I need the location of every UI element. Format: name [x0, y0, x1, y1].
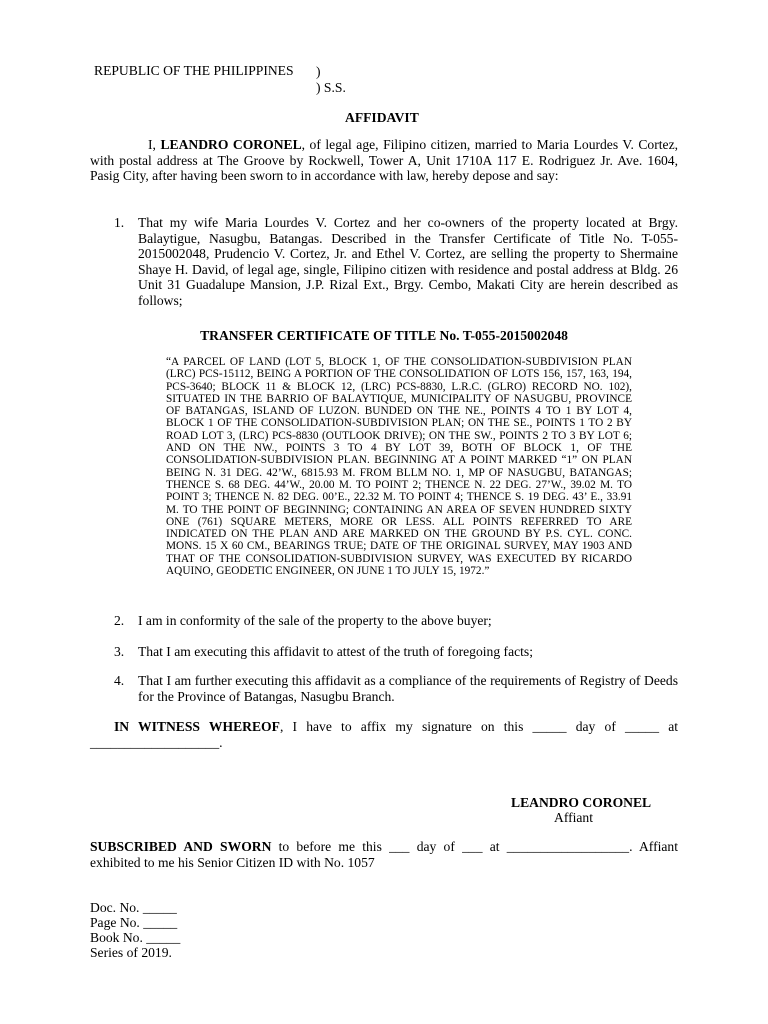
- list-item: [114, 644, 678, 660]
- item-number: 4.: [114, 673, 125, 688]
- header-paren: ): [316, 64, 321, 79]
- page-no: Page No. _____: [90, 915, 178, 930]
- doc-no: Doc. No. _____: [90, 900, 177, 915]
- list-item: [114, 673, 678, 704]
- affiant-name: LEANDRO CORONEL: [160, 137, 302, 152]
- item-text: That I am executing this affidavit to attest of the truth of foregoing facts;: [138, 644, 533, 659]
- jurat-bold: SUBSCRIBED AND SWORN: [90, 839, 272, 854]
- book-no: Book No. _____: [90, 930, 181, 945]
- intro-paragraph: [90, 137, 678, 184]
- item-text: I am in conformity of the sale of the property to the above buyer;: [138, 613, 492, 628]
- signatory-role: Affiant: [554, 810, 594, 825]
- item-number: 1.: [114, 215, 125, 230]
- series-year: Series of 2019.: [90, 945, 172, 960]
- signatory-name: LEANDRO CORONEL: [511, 795, 652, 810]
- intro-pre: I,: [148, 137, 161, 152]
- document-title: AFFIDAVIT: [345, 110, 419, 125]
- list-item: [114, 215, 678, 309]
- item-number: 3.: [114, 644, 125, 659]
- header-ss: ) S.S.: [316, 80, 346, 95]
- intro-text: , of legal age, Filipino citizen, married to Maria Lourdes V. Cortez, with postal address at The Groove by Rockwell, Tower A, Unit 1710A 117 E. Rodriguez Jr. Ave. 1604, Pasig City, after having been sworn to in accordance with law, hereby depose and say:: [90, 137, 678, 184]
- witness-blank: ___________________.: [90, 735, 223, 750]
- item-text: That my wife Maria Lourdes V. Cortez and her co-owners of the property located at Brgy. Balaytigue, Nasugbu, Batangas. Described in the Transfer Certificate of Title No. T-055-2015002048, Prudencio V. Cortez, Jr. and Ethel V. Cortez, are selling the property to Shermaine Shaye H. David, of legal age, single, Filipino citizen with residence and postal address at Bldg. 26 Unit 31 Guadalupe Mansion, J.P. Rizal Ext., Brgy. Cembo, Makati City are herein described as follows;: [138, 215, 678, 308]
- header-country: REPUBLIC OF THE PHILIPPINES: [94, 63, 294, 78]
- item-text: That I am further executing this affidavit as a compliance of the requirements of Registry of Deeds for the Province of Batangas, Nasugbu Branch.: [138, 673, 678, 704]
- witness-bold: IN WITNESS WHEREOF: [114, 719, 280, 734]
- list-item: [114, 613, 678, 629]
- jurat-paragraph: [90, 839, 678, 870]
- tct-description: “A PARCEL OF LAND (LOT 5, BLOCK 1, OF THE CONSOLIDATION-SUBDIVISION PLAN (LRC) PCS-15112, BEING A PORTION OF THE CONSOLIDATION OF LOTS 156, 157, 163, 194, PCS-3640; BLOCK 11 & BLOCK 12, (LRC) PCS-8830, L.R.C. (GLRO) RECORD NO. 102), SITUATED IN THE BARRIO OF BALAYTIQUE, MUNICIPALITY OF NASUGBU, PROVINCE OF BATANGAS, ISLAND OF LUZON. BUNDED ON THE NE., POINTS 4 TO 1 BY LOT 4, BLOCK 1 OF THE CONSOLIDATION-SUBDIVISION PLAN; ON THE SE., POINTS 1 TO 2 BY ROAD LOT 3, (LRC) PCS-8830 (OUTLOOK DRIVE); ON THE SW., POINTS 2 TO 3 BY LOT 6; AND ON THE NW., POINTS 3 TO 4 BY LOT 39, BOTH OF BLOCK 1, OF THE CONSOLIDATION-SUBDIVISION PLAN. BEGINNING AT A POINT MARKED “1” ON PLAN BEING N. 31 DEG. 42’W., 6815.93 M. FROM BLLM NO. 1, MP OF NASUGBU, BATANGAS; THENCE S. 68 DEG. 44’W., 20.00 M. TO POINT 2; THENCE N. 22 DEG. 27’W., 39.02 M. TO POINT 3; THENCE N. 82 DEG. 00’E., 22.32 M. TO POINT 4; THENCE S. 19 DEG. 43’ E., 33.91 M. TO THE POINT OF BEGINNING; CONTAINING AN AREA OF SEVEN HUNDRED SIXTY ONE (761) SQUARE METERS, MORE OR LESS. ALL POINTS REFERRED TO ARE INDICATED ON THE PLAN AND ARE MARKED ON THE GROUND BY P.S. CYL. CONC. MONS. 15 X 60 CM., BEARINGS TRUE; DATE OF THE ORIGINAL SURVEY, MAY 1903 AND THAT OF THE CONSOLIDATION-SUBDIVISION SURVEY, WAS EXECUTED BY RICARDO AQUINO, GEODETIC ENGINEER, ON JUNE 1 TO JULY 15, 1972.”: [166, 356, 632, 578]
- jurat-text: to before me this ___ day of ___ at __________________. Affiant exhibited to me his Senior Citizen ID with No. 1057: [90, 839, 678, 870]
- tct-heading: TRANSFER CERTIFICATE OF TITLE No. T-055-2015002048: [200, 328, 568, 343]
- item-number: 2.: [114, 613, 125, 628]
- witness-line: [90, 719, 678, 735]
- witness-text: , I have to affix my signature on this _____ day of _____ at: [279, 719, 678, 734]
